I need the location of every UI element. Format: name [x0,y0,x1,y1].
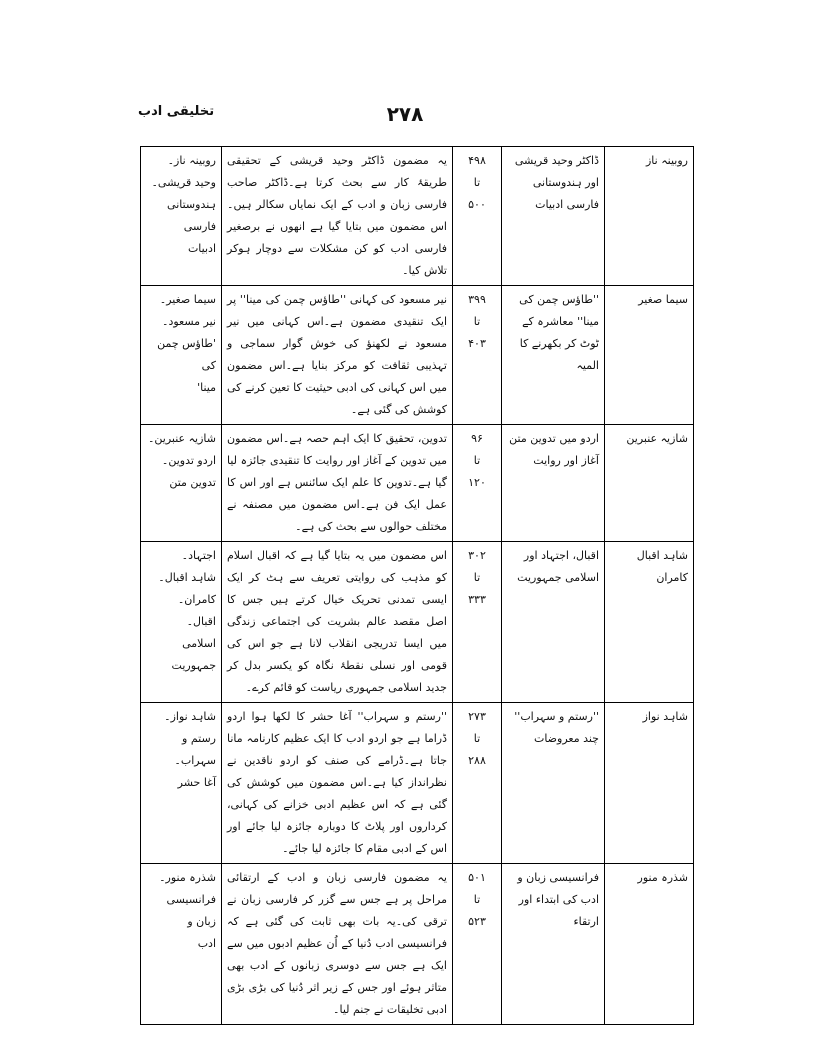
table-row [141,703,694,864]
page-range-cell [453,703,502,864]
table-row [141,286,694,425]
keyword: مینا' [197,381,216,394]
keyword: شاہد اقبال۔ [158,571,216,584]
page-range-part: ۹۶ [471,432,483,445]
author-cell: روبینہ ناز [605,147,694,286]
keyword: وحید قریشی۔ [151,176,216,189]
summary-cell: اس مضمون میں یہ بتایا گیا ہے کہ اقبال اسلام کو مذہب کی روایتی تعریف سے ہٹ کر ایک ایسی تمدنی تحریک خیال کرتے ہیں جس کا اصل مقصد عالم بشریت کی اجتماعی زندگی میں ایسا تدریجی انقلاب لانا ہے جو اس کی قومی اور نسلی نقطۂ نگاہ کو یکسر بدل کر جدید اسلامی جمہوری ریاست کو قائم کرے۔ [222,542,453,703]
page-range-part: ۳۰۲ [468,549,486,562]
keywords-cell [141,147,222,286]
page-range-part: تا [473,176,481,189]
keyword: شاہد نواز۔ [164,710,216,723]
keyword: آغا حشر [177,776,216,789]
author-cell: شاہد نواز [605,703,694,864]
keyword: رستم و سہراب۔ [174,732,216,767]
keyword: فرانسیسی زبان و [166,893,216,928]
author-cell: شاہد اقبال کامران [605,542,694,703]
page-range-part: ۱۲۰ [468,476,486,489]
summary-cell: یہ مضمون ڈاکٹر وحید قریشی کے تحقیقی طریقۂ کار سے بحث کرتا ہے۔ڈاکٹر صاحب فارسی زبان و ادب کے ایک نمایاں سکالر ہیں۔اس مضمون میں بتایا گیا ہے انھوں نے برصغیر فارسی ادب کو کن مشکلات سے دوچار ہوکر تلاش کیا۔ [222,147,453,286]
keyword: ادب [197,937,216,950]
running-head: تخلیقی ادب [138,104,215,119]
page-range-part: ۳۳۳ [468,593,486,606]
article-title-cell: اقبال، اجتہاد اور اسلامی جمہوریت [502,542,605,703]
keywords-cell [141,864,222,1025]
summary-cell: نیر مسعود کی کہانی ''طاؤس چمن کی مینا'' پر ایک تنقیدی مضمون ہے۔اس کہانی میں نیر مسعود نے لکھنؤ کی خوش گوار سماجی و تہذیبی ثقافت کو مرکز بنایا ہے۔اس مضمون میں اس کہانی کی ادبی حیثیت کا تعین کرنے کی کوشش کی گئی ہے۔ [222,286,453,425]
keyword: اقبال۔ [186,615,216,628]
page-range-part: ۲۷۳ [468,710,486,723]
author-cell: شازیہ عنبرین [605,425,694,542]
table-row [141,864,694,1025]
keyword: اجتہاد۔ [181,549,216,562]
keyword: ہندوستانی فارسی [167,198,216,233]
keyword: شازیہ عنبرین۔ [147,432,216,445]
summary-cell: تدوین، تحقیق کا ایک اہم حصہ ہے۔اس مضمون میں تدوین کے آغاز اور روایت کا تنقیدی جائزہ لیا گیا ہے۔تدوین کا علم ایک سائنس ہے اور اس کا عمل ایک فن ہے۔اس مضمون میں مصنفہ نے مختلف حوالوں سے بحث کی ہے۔ [222,425,453,542]
keyword: کامران۔ [177,593,216,606]
page-range-part: تا [473,315,481,328]
table-row [141,425,694,542]
index-table [140,146,694,1025]
page-range-part: ۵۰۰ [468,198,486,211]
page-range-part: تا [473,571,481,584]
keywords-cell [141,542,222,703]
author-cell: شذرہ منور [605,864,694,1025]
page-range-cell [453,147,502,286]
table-row [141,147,694,286]
keyword: نیر مسعود۔ [162,315,216,328]
page-range-part: ۵۰۱ [468,871,486,884]
keyword: سیما صغیر۔ [159,293,216,306]
page-range-part: ۲۸۸ [468,754,486,767]
article-title-cell: ڈاکٹر وحید قریشی اور ہندوستانی فارسی ادبیات [502,147,605,286]
page-range-part: تا [473,893,481,906]
keywords-cell [141,286,222,425]
page-range-cell [453,425,502,542]
page-range-cell [453,286,502,425]
article-title-cell: اردو میں تدوین متن آغاز اور روایت [502,425,605,542]
article-title-cell: ''طاؤس چمن کی مینا'' معاشرہ کے ٹوٹ کر بکھرنے کا المیہ [502,286,605,425]
keyword: تدوین متن [169,476,216,489]
summary-cell: ''رستم و سہراب'' آغا حشر کا لکھا ہوا اردو ڈراما ہے جو اردو ادب کا ایک عظیم کارنامہ مانا جاتا ہے۔ڈرامے کی صنف کو اردو ناقدین نے نظرانداز کیا ہے۔اس مضمون میں کوشش کی گئی ہے کہ اس عظیم ادبی خزانے کی کہانی، کرداروں اور پلاٹ کا دوبارہ جائزہ لیا جائے اور اس کے ادبی مقام کا جائزہ لیا جائے۔ [222,703,453,864]
page-range-part: ۳۹۹ [468,293,486,306]
page-range-part: ۴۹۸ [468,154,486,167]
page-number: ۲۷۸ [386,102,424,126]
table-row [141,542,694,703]
keywords-cell [141,425,222,542]
page-range-part: تا [473,732,481,745]
keyword: اردو تدوین۔ [161,454,216,467]
article-title-cell: فرانسیسی زبان و ادب کی ابتداء اور ارتقاء [502,864,605,1025]
page-range-part: تا [473,454,481,467]
article-title-cell: ''رستم و سہراب'' چند معروضات [502,703,605,864]
page-range-part: ۴۰۳ [468,337,486,350]
page-range-part: ۵۲۳ [468,915,486,928]
keyword: ادبیات [187,242,216,255]
page-range-cell [453,542,502,703]
keywords-cell [141,703,222,864]
author-cell: سیما صغیر [605,286,694,425]
page-range-cell [453,864,502,1025]
keyword: روبینہ ناز۔ [167,154,216,167]
summary-cell: یہ مضمون فارسی زبان و ادب کے ارتقائی مراحل پر ہے جس سے گزر کر فارسی زبان نے ترقی کی۔یہ بات بھی ثابت کی گئی ہے کہ فرانسیسی ادب دُنیا کے اُن عظیم ادبوں میں سے ایک ہے جس سے دوسری زبانوں کے ادب بھی متاثر ہوئے اور جس کے زیر اثر دُنیا کی بڑی بڑی ادبی تخلیقات نے جنم لیا۔ [222,864,453,1025]
keyword: شذرہ منور۔ [159,871,216,884]
keyword: اسلامی جمہوریت [171,637,216,672]
keyword: 'طاؤس چمن کی [157,337,216,372]
